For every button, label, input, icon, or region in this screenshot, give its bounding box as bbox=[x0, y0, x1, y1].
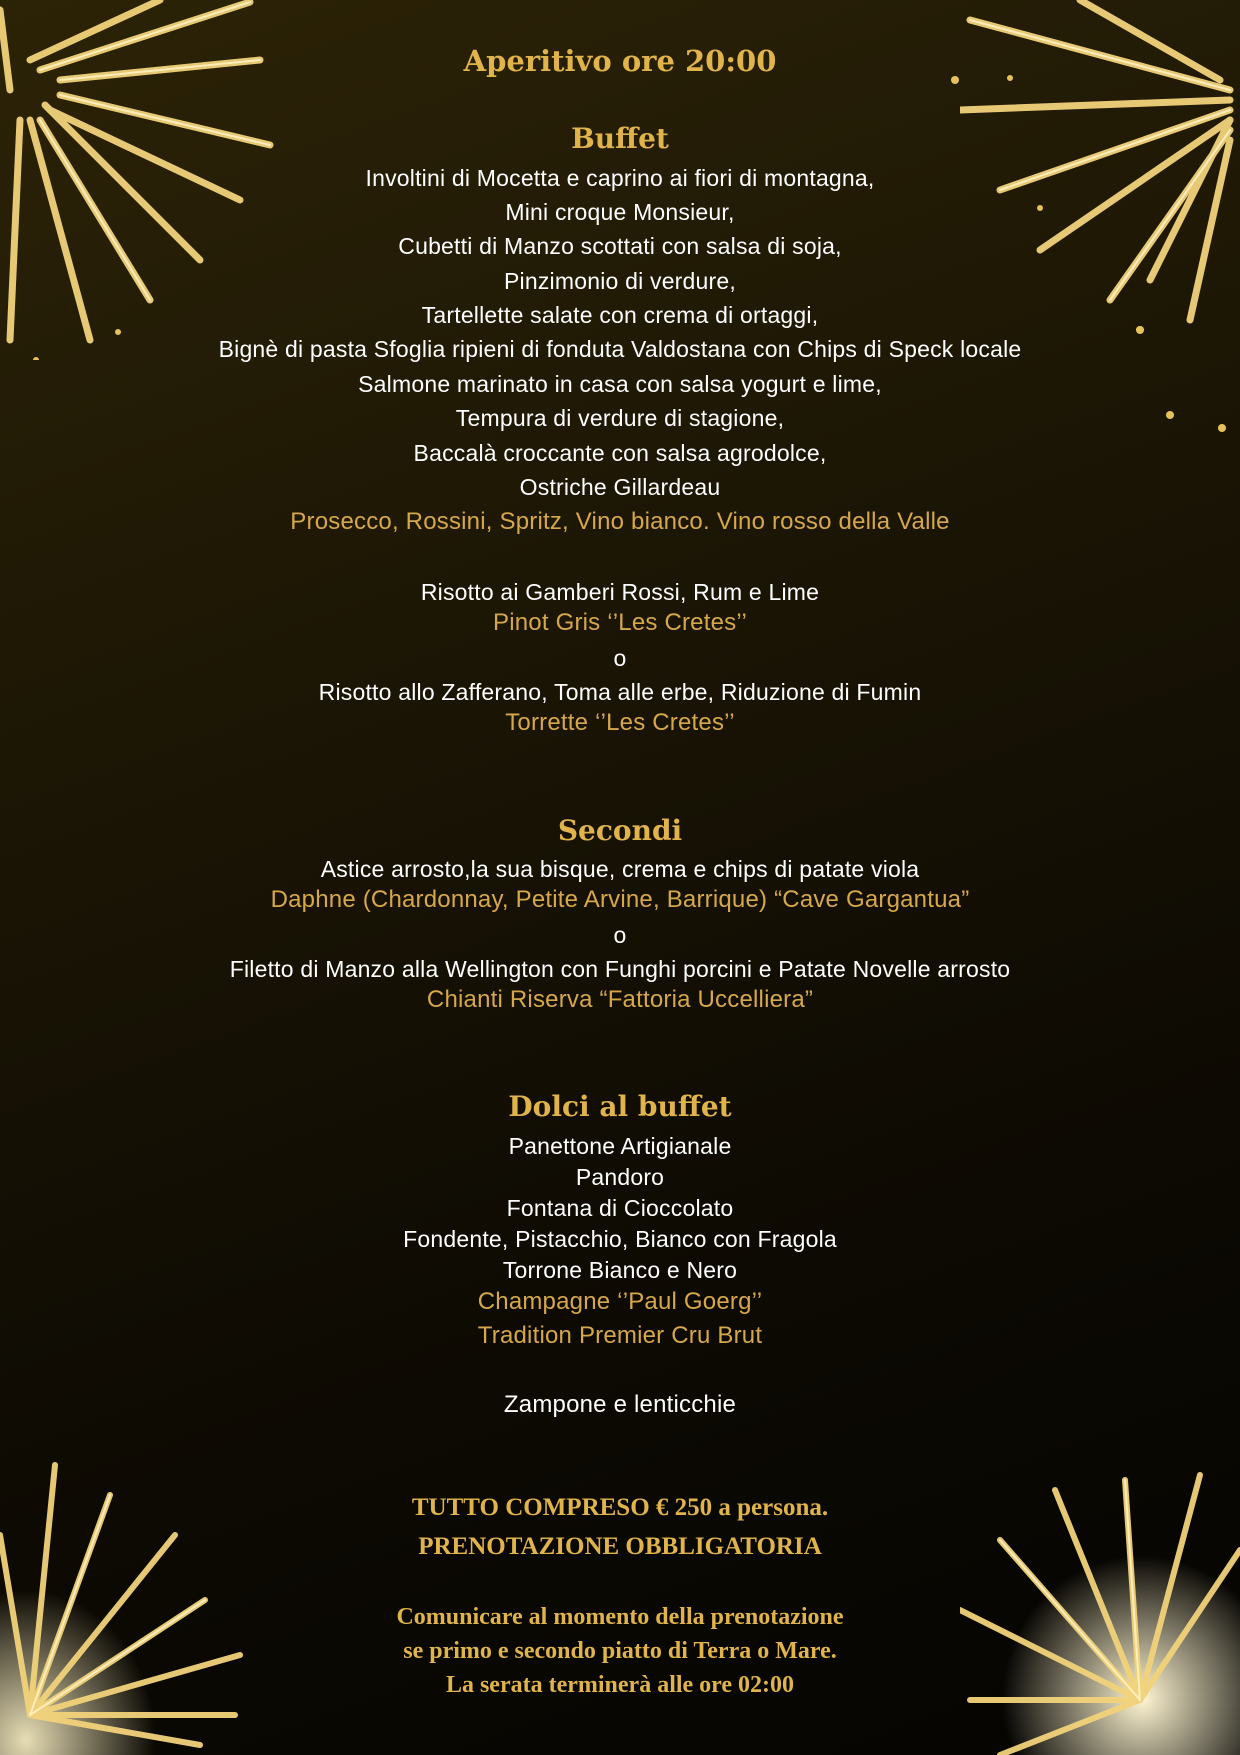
buffet-item: Mini croque Monsieur, bbox=[505, 199, 735, 225]
secondo-option-1: Astice arrosto,la sua bisque, crema e chips di patate viola bbox=[320, 856, 920, 882]
buffet-item: Pinzimonio di verdure, bbox=[504, 268, 736, 294]
note-line: La serata terminerà alle ore 02:00 bbox=[445, 1672, 795, 1698]
secondo-or: o bbox=[613, 922, 627, 948]
buffet-item: Tempura di verdure di stagione, bbox=[455, 405, 785, 431]
price-line: TUTTO COMPRESO € 250 a persona. bbox=[411, 1494, 829, 1521]
dolci-item: Fondente, Pistacchio, Bianco con Fragola bbox=[403, 1226, 837, 1252]
note-line: Comunicare al momento della prenotazione bbox=[396, 1604, 844, 1630]
buffet-wines: Prosecco, Rossini, Spritz, Vino bianco. Vino rosso della Valle bbox=[290, 508, 950, 535]
buffet-item: Salmone marinato in casa con salsa yogurt e lime, bbox=[358, 371, 882, 397]
dolci-wine-2: Tradition Premier Cru Brut bbox=[477, 1322, 763, 1349]
dolci-extra: Zampone e lenticchie bbox=[503, 1391, 737, 1418]
secondi-title: Secondi bbox=[557, 814, 683, 847]
dolci-item: Pandoro bbox=[575, 1164, 665, 1190]
buffet-item: Cubetti di Manzo scottati con salsa di soja, bbox=[398, 233, 842, 259]
secondo-wine-1: Daphne (Chardonnay, Petite Arvine, Barrique) “Cave Gargantua” bbox=[270, 886, 970, 913]
primo-option-2: Risotto allo Zafferano, Toma alle erbe, Riduzione di Fumin bbox=[318, 679, 922, 705]
buffet-item: Involtini di Mocetta e caprino ai fiori di montagna, bbox=[365, 165, 875, 191]
dolci-title: Dolci al buffet bbox=[508, 1090, 732, 1123]
dolci-item: Torrone Bianco e Nero bbox=[502, 1257, 738, 1283]
primo-wine-1: Pinot Gris ‘’Les Cretes’’ bbox=[493, 609, 747, 636]
secondo-wine-2: Chianti Riserva “Fattoria Uccelliera” bbox=[426, 986, 814, 1013]
booking-line: PRENOTAZIONE OBBLIGATORIA bbox=[418, 1533, 822, 1560]
secondo-option-2: Filetto di Manzo alla Wellington con Funghi porcini e Patate Novelle arrosto bbox=[229, 956, 1011, 982]
aperitivo-title: Aperitivo ore 20:00 bbox=[463, 44, 777, 78]
dolci-item: Fontana di Cioccolato bbox=[506, 1195, 734, 1221]
dolci-item: Panettone Artigianale bbox=[508, 1133, 732, 1159]
buffet-title: Buffet bbox=[571, 122, 669, 155]
primo-or: o bbox=[613, 645, 627, 671]
dolci-wine-1: Champagne ‘’Paul Goerg’’ bbox=[477, 1288, 763, 1315]
buffet-item: Tartellette salate con crema di ortaggi, bbox=[421, 302, 819, 328]
buffet-item: Bignè di pasta Sfoglia ripieni di fonduta Valdostana con Chips di Speck locale bbox=[218, 336, 1022, 362]
note-line: se primo e secondo piatto di Terra o Mare. bbox=[403, 1638, 837, 1664]
primo-wine-2: Torrette ‘’Les Cretes’’ bbox=[505, 709, 735, 736]
buffet-item: Baccalà croccante con salsa agrodolce, bbox=[413, 440, 827, 466]
primo-option-1: Risotto ai Gamberi Rossi, Rum e Lime bbox=[420, 579, 820, 605]
buffet-item: Ostriche Gillardeau bbox=[519, 474, 721, 500]
